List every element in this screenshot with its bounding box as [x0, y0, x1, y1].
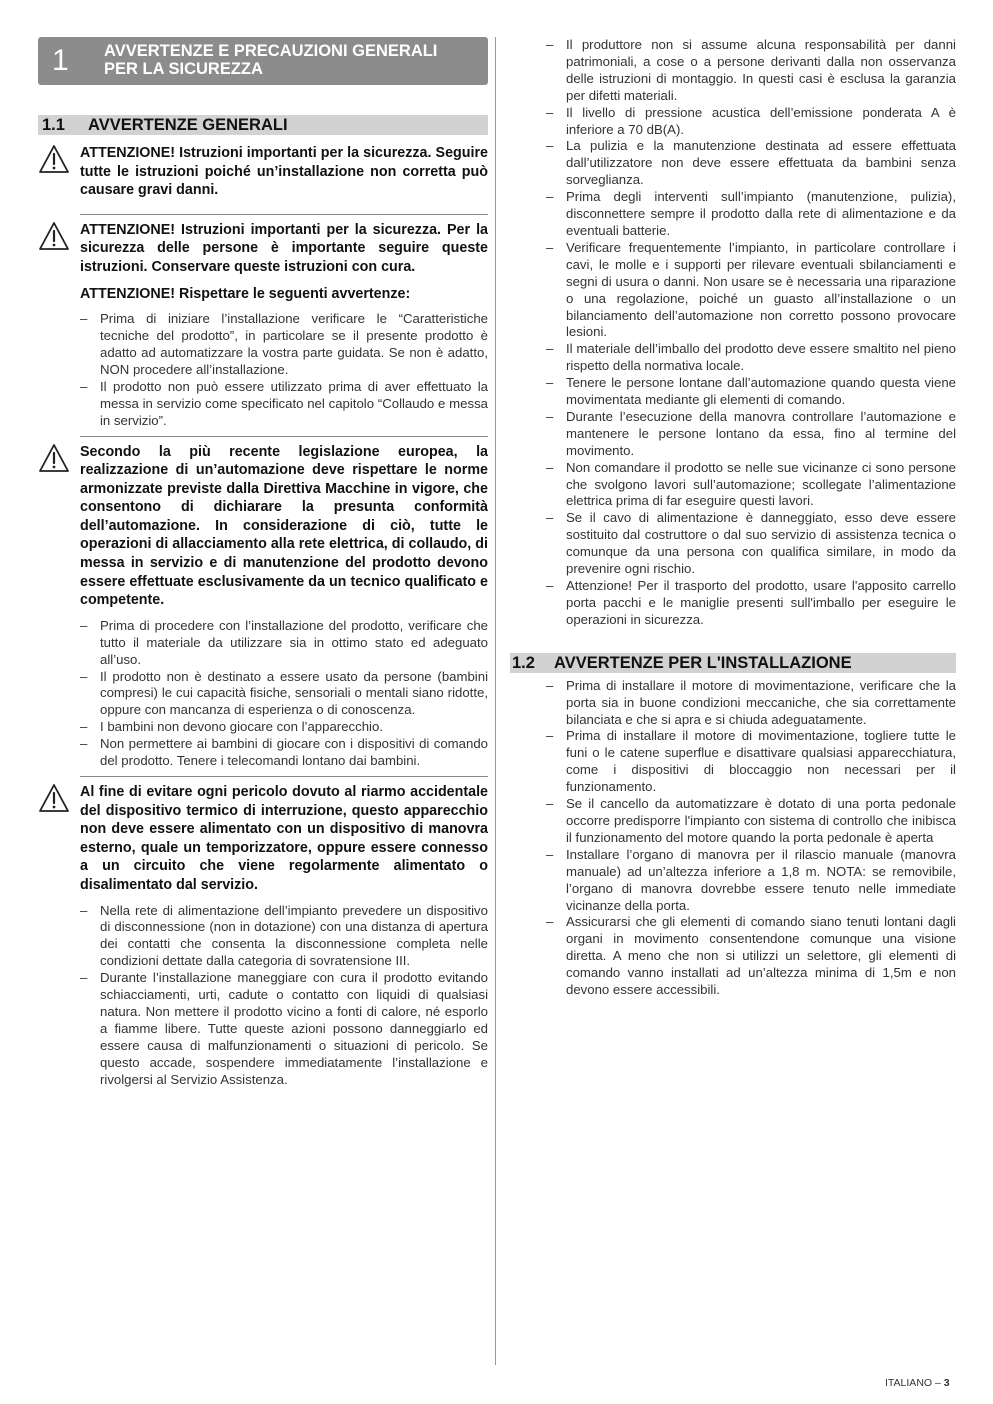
section-number: 1.1 [42, 116, 65, 134]
list-item: – Verificare frequentemente l’impianto, in particolare controllare i cavi, le molle e i supporti per rilevare eventuali sbilanciamenti e segni di usura o danni. Non usare se è necessaria una riparazione o una regolazione, poiché un guasto all’installazione o un bilanciamento dell’automazione non corretto possono provocare lesioni. [546, 239, 956, 340]
list-item: – Il produttore non si assume alcuna responsabilità per danni patrimoniali, a cose o a persone derivanti dalla non osservanza delle istruzioni di montaggio. In questi casi è esclusa la garanzia per difetti materiali. [546, 37, 956, 103]
section-header-1-2 [510, 653, 956, 673]
list-item: – Non permettere ai bambini di giocare con i dispositivi di comando del prodotto. Tenere i telecomandi lontano dai bambini. [80, 736, 488, 769]
warning-text: Al fine di evitare ogni pericolo dovuto al riarmo accidentale del dispositivo termico di interruzione, questo apparecchio non deve essere alimentato con un dispositivo di manovra esterno, quale un temporizzatore, oppure essere connesso a un circuito che viene regolarmente alimentato o disalimentato dal servizio. [80, 784, 488, 893]
warning-block-3 [38, 443, 488, 610]
list-item: – Il materiale dell’imballo del prodotto deve essere smaltito nel pieno rispetto della normativa locale. [546, 341, 956, 374]
list-item: – Se il cavo di alimentazione è danneggiato, esso deve essere sostituito dal costruttore o dal suo servizio di assistenza tecnica o comunque da una persona con qualifica similare, in modo da prevenire ogni rischio. [546, 510, 956, 577]
list-item: – Assicurarsi che gli elementi di comando siano tenuti lontani dagli organi in movimento consentendone comunque una visione diretta. A meno che non si utilizzi un selettore, gli elementi di comando vanno installati ad un’altezza minima di 1,5m e non devono essere accessibili. [546, 914, 956, 998]
warning-text: Secondo la più recente legislazione europea, la realizzazione di un’automazione deve rispettare le norme armonizzate previste dalla Direttiva Macchine in vigore, che consentono di dichiarare la presunta conformità dell’automazione. In considerazione di ciò, tutte le operazioni di allacciamento alla rete elettrica, di collaudo, di messa in servizio e di manutenzione del prodotto devono essere effettuate esclusivamente da un tecnico qualificato e competente. [80, 443, 488, 609]
warning-list-4 [546, 37, 956, 629]
warning-block-2 [38, 221, 488, 303]
list-item: – Durante l’esecuzione della manovra controllare l’automazione e mantenere le persone lontano da essa, fino al termine del movimento. [546, 408, 956, 458]
list-item: – Prima di iniziare l’installazione verificare le “Caratteristiche tecniche del prodotto”, in particolare se il presente prodotto è adatto ad automatizzare la vostra parte guidata. Se non è adatto, NON procedere all’installazione. [80, 311, 488, 377]
list-item: – Prima di installare il motore di movimentazione, verificare che la porta sia in buone condizioni meccaniche, che sia correttamente bilanciata e che si apra e si chiuda adeguatamente. [546, 677, 956, 727]
chapter-header [38, 37, 488, 85]
warning-triangle-icon [38, 144, 70, 174]
divider-rule [80, 214, 488, 215]
warning-triangle-icon [38, 221, 70, 251]
warning-triangle-icon [38, 443, 70, 473]
list-item: – Il prodotto non può essere utilizzato prima di aver effettuato la messa in servizio come specificato nel capitolo “Collaudo e messa in servizio”. [80, 378, 488, 428]
list-item: – La pulizia e la manutenzione destinata ad essere effettuata dall’utilizzatore non deve essere effettuata da bambini senza sorveglianza. [546, 138, 956, 188]
warning-text: ATTENZIONE! Istruzioni importanti per la sicurezza. Seguire tutte le istruzioni poiché un’installazione non corretta può causare gravi danni. [80, 145, 488, 199]
right-column [510, 37, 956, 999]
chapter-title-line2: PER LA SICUREZZA [104, 60, 263, 78]
divider-rule [80, 436, 488, 437]
page-number: 3 [943, 1377, 950, 1389]
list-item: – Installare l’organo di manovra per il rilascio manuale (manovra manuale) ad un’altezza inferiore a 1,8 m. NOTA: se removibile, l’organo di manovra dovrebbe essere tenuto nelle immediate vicinanze della porta. [546, 846, 956, 913]
list-item: – Non comandare il prodotto se nelle sue vicinanze ci sono persone che svolgono lavori sull’automazione; scollegate l’alimentazione elettrica prima di far eseguire questi lavori. [546, 459, 956, 509]
section-header-1-1 [38, 115, 488, 135]
list-item: – I bambini non devono giocare con l’apparecchio. [80, 719, 383, 735]
installation-list [546, 678, 956, 999]
list-item: – Il prodotto non è destinato a essere usato da persone (bambini compresi) le cui capacità fisiche, sensoriali o mentali siano ridotte, oppure con mancanza di esperienza o di conoscenza. [80, 668, 488, 718]
warning-triangle-icon [38, 783, 70, 813]
list-item: – Nella rete di alimentazione dell’impianto prevedere un dispositivo di disconnessione (non in dotazione) con una distanza di apertura dei contatti che consenta la disconnessione completa nelle condizioni dettate dalla categoria di sovratensione III. [80, 902, 488, 969]
list-item: – Prima di installare il motore di movimentazione, togliere tutte le funi o le catene superflue e disattivare qualsiasi apparecchiatura, come i dispositivi di bloccaggio non necessari per il funzionamento. [546, 728, 956, 795]
warning-block-4 [38, 783, 488, 895]
section-title: AVVERTENZE GENERALI [88, 116, 288, 134]
left-column [38, 37, 488, 1089]
column-divider [495, 37, 496, 1365]
warning-list-2 [80, 618, 488, 770]
warning-list-3 [80, 903, 488, 1089]
chapter-title [104, 42, 437, 78]
footer-language: ITALIANO – [885, 1377, 941, 1389]
list-item: – Il livello di pressione acustica dell’emissione ponderata A è inferiore a 70 dB(A). [546, 104, 956, 137]
warning-block-1 [38, 144, 488, 200]
list-item: – Prima di procedere con l’installazione del prodotto, verificare che tutto il materiale da utilizzare sia in ottimo stato ed adeguato all’uso. [80, 617, 488, 667]
list-item: – Durante l’installazione maneggiare con cura il prodotto evitando schiacciamenti, urti, cadute o contatto con liquidi di qualsiasi natura. Non mettere il prodotto vicino a fonti di calore, né esporlo a fiamme libere. Tutte queste azioni possono danneggiarlo ed essere causa di malfunzionamenti o situazioni di pericolo. Se questo accade, sospendere immediatamente l’installazione e rivolgersi al Servizio Assistenza. [80, 970, 488, 1087]
section-number: 1.2 [512, 653, 535, 672]
warning-text: ATTENZIONE! Istruzioni importanti per la sicurezza. Per la sicurezza delle persone è importante seguire queste istruzioni. Conservare queste istruzioni con cura. [80, 221, 488, 275]
list-item: – Attenzione! Per il trasporto del prodotto, usare l'apposito carrello porta pacchi e le maniglie presenti sull'imballo per eseguire le operazioni in sicurezza. [546, 578, 956, 627]
warning-subheading: ATTENZIONE! Rispettare le seguenti avvertenze: [80, 285, 411, 302]
list-item: – Prima degli interventi sull’impianto (manutenzione, pulizia), disconnettere sempre il prodotto dalla rete di alimentazione e da eventuali batterie. [546, 189, 956, 238]
chapter-title-line1: AVVERTENZE E PRECAUZIONI GENERALI [104, 42, 438, 60]
chapter-number: 1 [52, 44, 69, 77]
divider-rule [80, 776, 488, 777]
page-footer [885, 1377, 950, 1389]
warning-list-1 [80, 311, 488, 429]
section-title: AVVERTENZE PER L'INSTALLAZIONE [554, 653, 852, 672]
list-item: – Tenere le persone lontane dall’automazione quando questa viene movimentata mediante gli elementi di comando. [546, 375, 956, 408]
list-item: – Se il cancello da automatizzare è dotato di una porta pedonale occorre predisporre l'impianto con sistema di controllo che inibisca il funzionamento del motore quando la porta pedonale è aperta [546, 796, 956, 845]
